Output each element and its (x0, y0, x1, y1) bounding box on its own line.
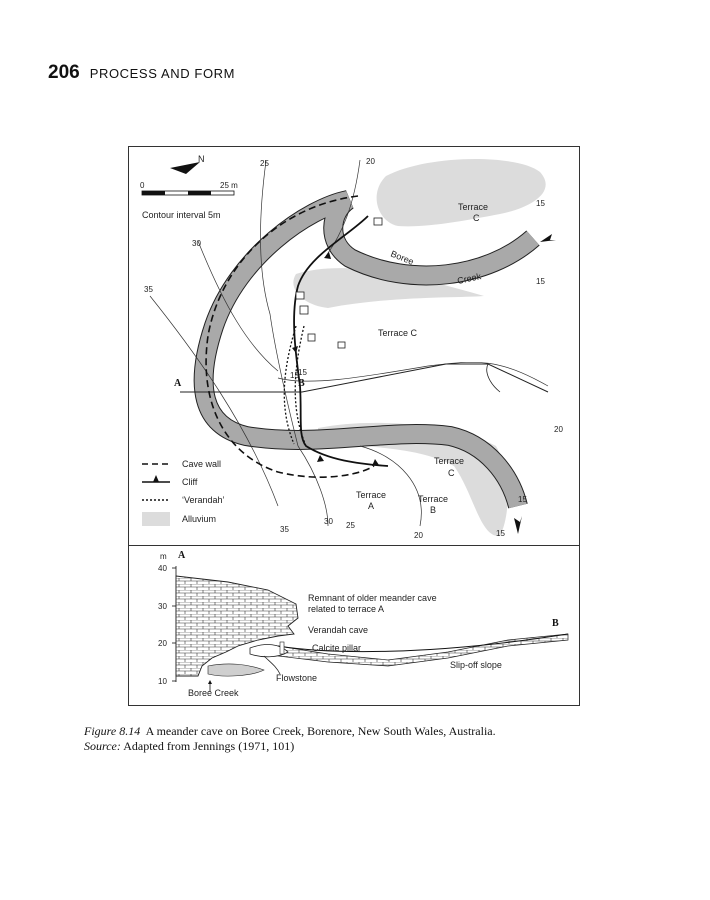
flow-arrow-in-icon (514, 516, 522, 534)
creek-name-1: Boree (389, 248, 416, 267)
annotation-slip-off: Slip-off slope (450, 660, 502, 670)
running-head: PROCESS AND FORM (89, 66, 236, 81)
svg-text:15: 15 (290, 371, 299, 380)
page-header (48, 62, 235, 84)
terrace-c-mid: Terrace C (378, 328, 418, 338)
section-label-a-map: A (174, 378, 182, 389)
section-label-a: A (178, 550, 186, 561)
caption-line-2 (84, 739, 644, 754)
page-number: 206 (48, 62, 80, 83)
annotation-remnant-2: related to terrace A (308, 604, 385, 614)
section-line (180, 364, 548, 392)
terrace-c-bottom-2: C (448, 468, 455, 478)
map-legend (142, 459, 225, 526)
terrace-c-top-2: C (473, 213, 480, 223)
figure-caption (84, 724, 644, 754)
creek-name-2: Creek (456, 271, 482, 286)
legend-alluvium: Alluvium (182, 514, 217, 524)
legend-cave-wall: Cave wall (182, 459, 222, 469)
bedrock-left (176, 576, 298, 676)
figure-svg (128, 146, 580, 706)
caption-label: Figure 8.14 (84, 724, 141, 738)
terrace-b-2: B (430, 505, 437, 515)
svg-text:20: 20 (554, 425, 563, 434)
map-panel (140, 154, 563, 540)
north-label: N (198, 154, 205, 164)
scale-zero: 0 (140, 181, 145, 190)
tick-20: 20 (158, 639, 167, 648)
flow-arrow-out-icon (540, 234, 556, 242)
svg-text:30: 30 (192, 239, 201, 248)
caption-text: A meander cave on Boree Creek, Borenore, New South Wales, Australia. (145, 724, 496, 738)
svg-text:25: 25 (346, 521, 355, 530)
flowstone (264, 656, 280, 674)
caption-line-1 (84, 724, 644, 739)
svg-text:15: 15 (298, 368, 307, 377)
svg-text:35: 35 (144, 285, 153, 294)
calcite-pillar (280, 642, 284, 654)
north-arrow-icon (170, 162, 200, 174)
section-label-b-map: B (298, 378, 305, 389)
svg-text:15: 15 (496, 529, 505, 538)
terrace-c-top-1: Terrace (458, 202, 489, 212)
svg-text:30: 30 (324, 517, 333, 526)
scale-bar (142, 191, 234, 195)
svg-text:20: 20 (414, 531, 423, 540)
terrace-a-1: Terrace (356, 490, 387, 500)
annotation-remnant-1: Remnant of older meander cave (308, 593, 437, 603)
legend-verandah: ‘Verandah’ (182, 495, 225, 505)
svg-text:35: 35 (280, 525, 289, 534)
tick-40: 40 (158, 564, 167, 573)
legend-cliff: Cliff (182, 477, 198, 487)
section-panel (158, 550, 568, 698)
tick-10: 10 (158, 677, 167, 686)
annotation-flowstone: Flowstone (276, 673, 318, 683)
svg-text:15: 15 (536, 277, 545, 286)
terrace-a-2: A (368, 501, 375, 511)
svg-text:15: 15 (518, 495, 527, 504)
annotation-verandah-cave: Verandah cave (308, 625, 369, 635)
svg-text:15: 15 (536, 199, 545, 208)
terrace-c-bottom-1: Terrace (434, 456, 465, 466)
alluvium-terrace-c-top (377, 159, 546, 226)
svg-text:20: 20 (366, 157, 375, 166)
contour-interval: Contour interval 5m (142, 210, 221, 220)
tick-30: 30 (158, 602, 167, 611)
terrace-b-1: Terrace (418, 494, 449, 504)
section-unit: m (160, 552, 167, 561)
scale-max: 25 m (220, 181, 238, 190)
figure (128, 146, 580, 706)
creek-channel (204, 200, 533, 506)
svg-text:25: 25 (260, 159, 269, 168)
section-label-b: B (552, 618, 559, 629)
caption-source-label: Source: (84, 739, 121, 753)
caption-source-text: Adapted from Jennings (1971, 101) (123, 739, 295, 753)
annotation-boree-creek: Boree Creek (188, 688, 239, 698)
creek-alluvium (208, 664, 264, 676)
annotation-calcite-pillar: Calcite pillar (312, 643, 362, 653)
